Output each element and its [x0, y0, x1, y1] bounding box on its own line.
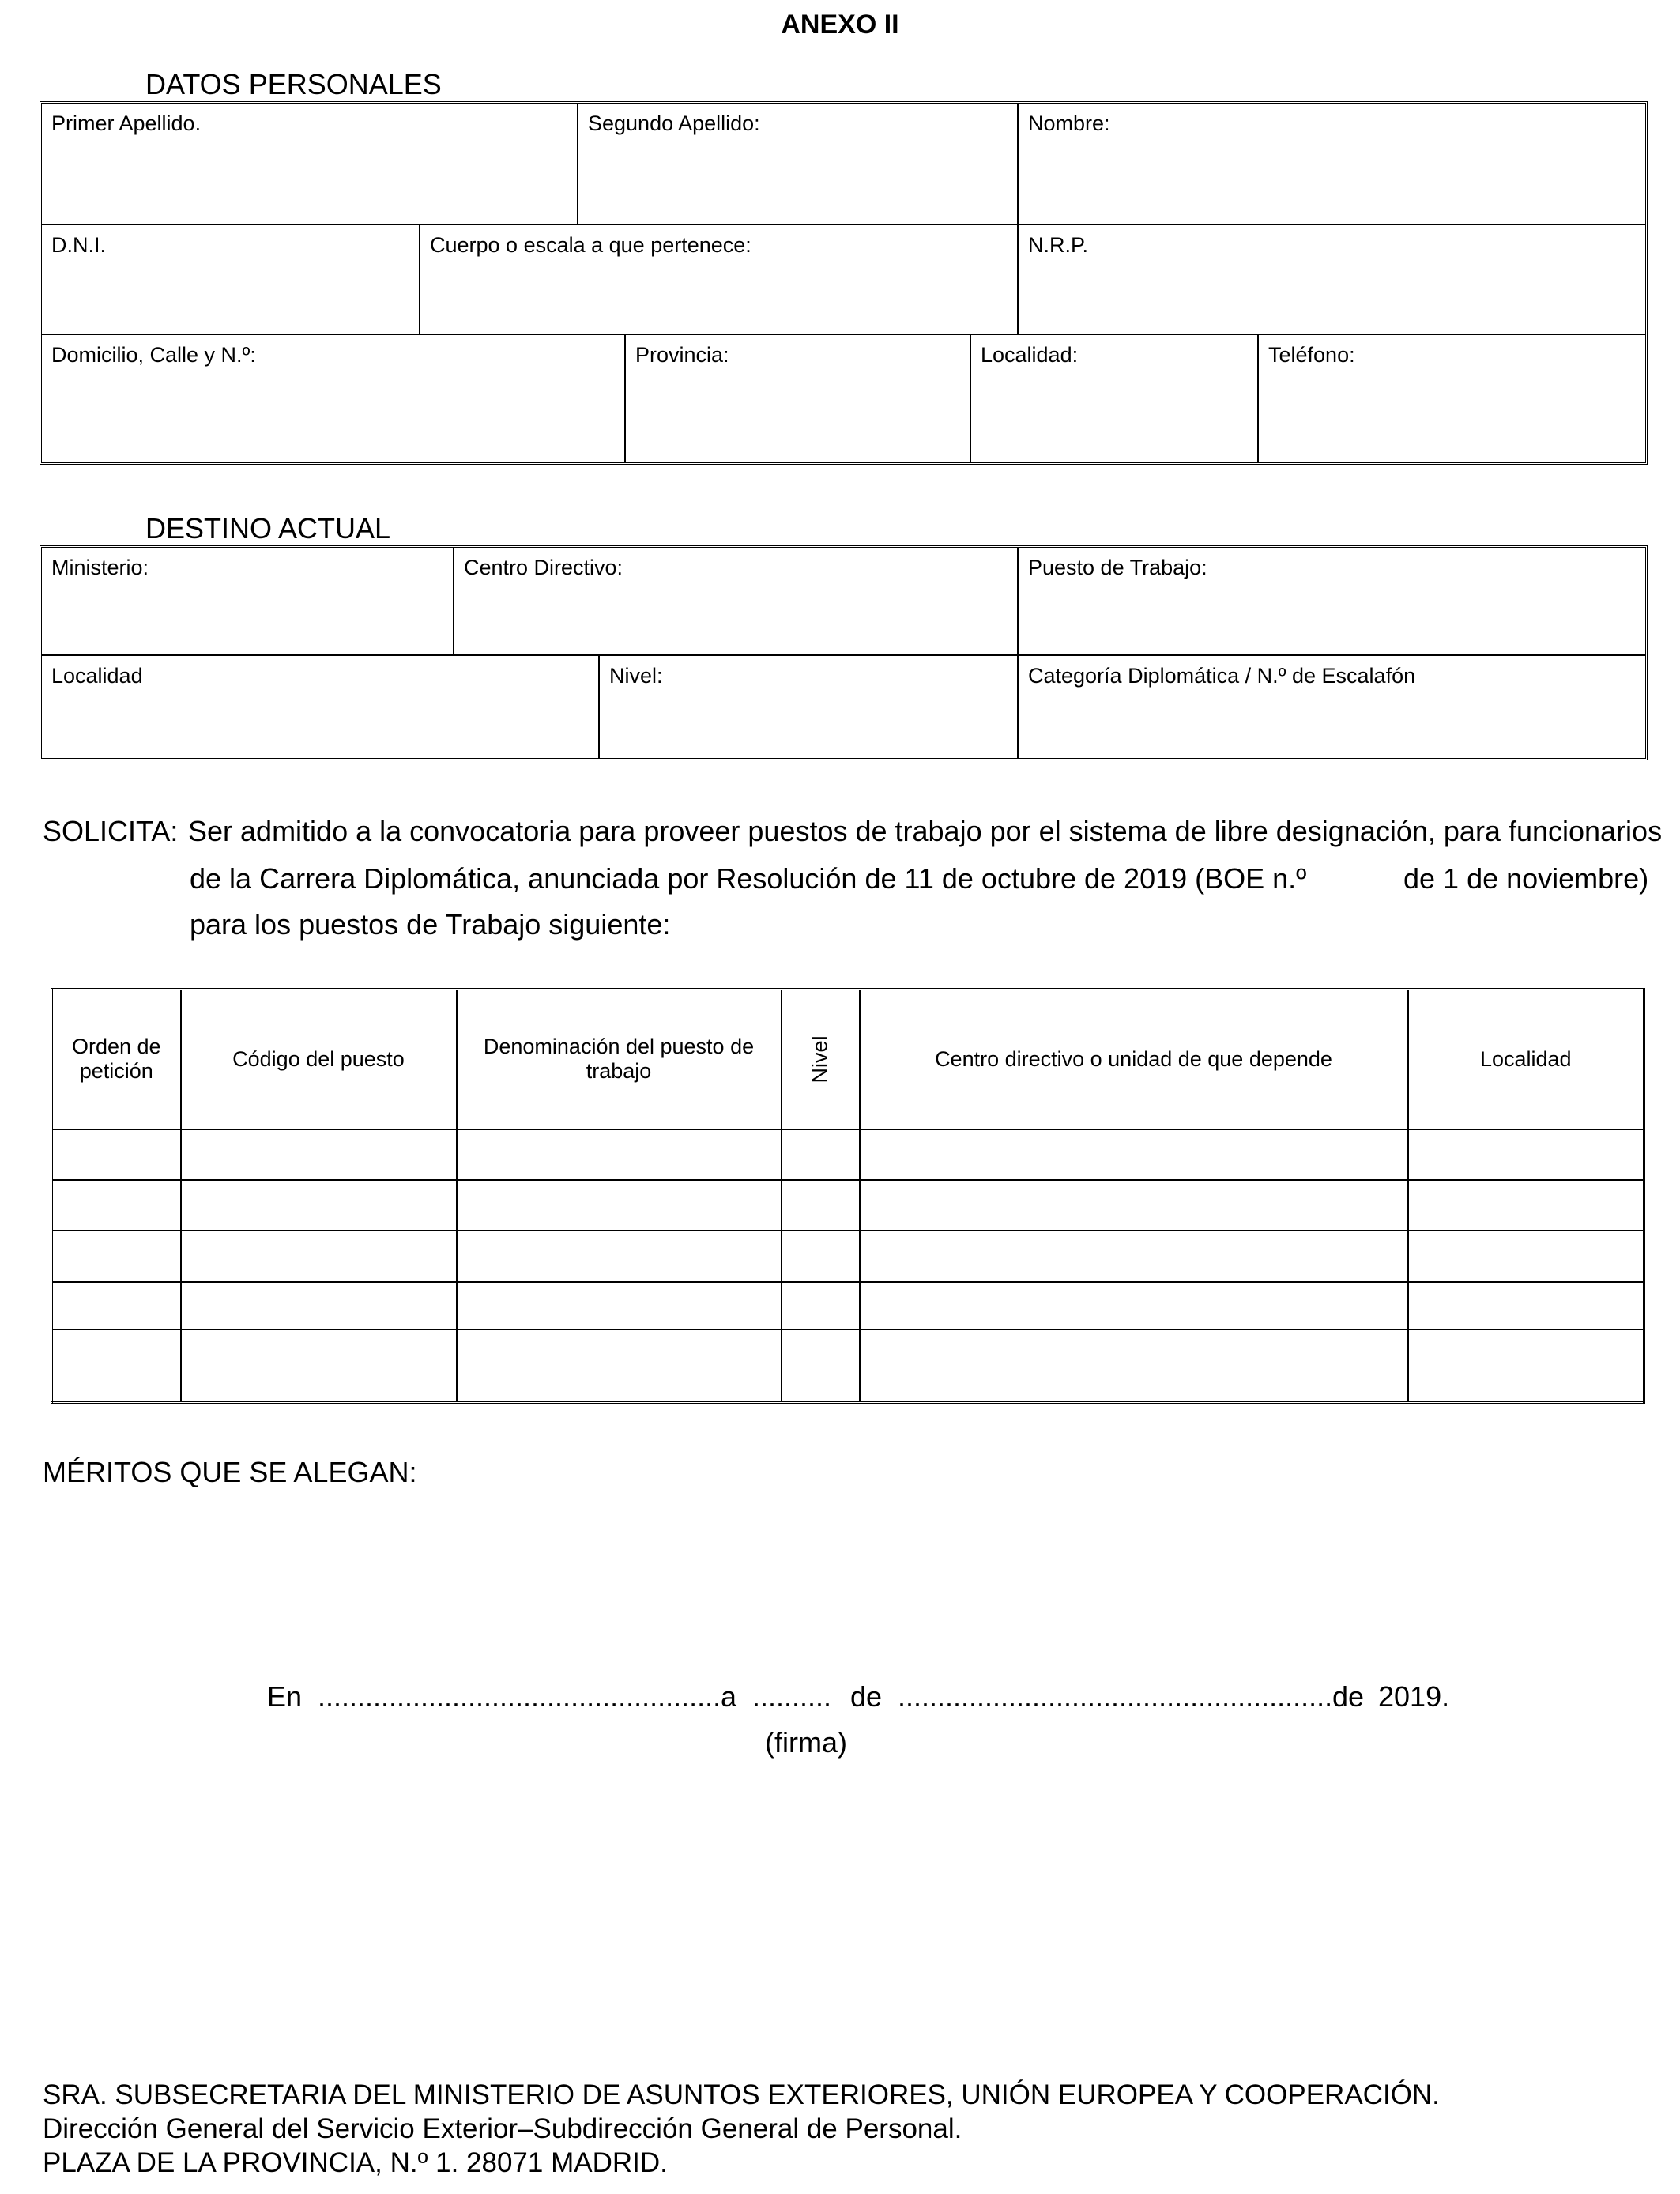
table-cell[interactable]: [860, 1329, 1408, 1403]
table-cell[interactable]: [860, 1231, 1408, 1281]
table-cell[interactable]: [52, 1282, 181, 1329]
field-nrp[interactable]: [1019, 225, 1645, 335]
signature-label: (firma): [765, 1726, 847, 1759]
table-cell[interactable]: [52, 1329, 181, 1403]
table-row: [52, 1180, 1644, 1231]
table-cell[interactable]: [1408, 1231, 1644, 1281]
field-label: Teléfono:: [1268, 343, 1355, 367]
current-post-heading: DESTINO ACTUAL: [145, 512, 391, 545]
table-cell[interactable]: [782, 1329, 860, 1403]
field-dni[interactable]: [42, 225, 420, 335]
sign-month-blank[interactable]: .......................................................: [898, 1680, 1333, 1713]
table-cell[interactable]: [1408, 1129, 1644, 1180]
table-cell[interactable]: [860, 1180, 1408, 1231]
field-label: Localidad: [51, 664, 143, 688]
table-cell[interactable]: [52, 1129, 181, 1180]
table-cell[interactable]: [181, 1180, 457, 1231]
sign-year: 2019.: [1378, 1680, 1450, 1713]
footer-address: PLAZA DE LA PROVINCIA, N.º 1. 28071 MADRID.: [43, 2147, 668, 2178]
table-cell[interactable]: [457, 1231, 782, 1281]
table-cell[interactable]: [860, 1282, 1408, 1329]
table-cell[interactable]: [457, 1180, 782, 1231]
field-label: Provincia:: [635, 343, 729, 367]
solicita-label: SOLICITA:: [43, 815, 179, 847]
col-header-codigo: Código del puesto: [181, 990, 457, 1129]
sign-de-2: de: [1332, 1680, 1365, 1713]
field-label: Localidad:: [981, 343, 1079, 367]
sign-en: En: [267, 1680, 303, 1713]
positions-table: [51, 988, 1645, 1404]
field-label: Segundo Apellido:: [588, 111, 760, 135]
field-centro-directivo[interactable]: [454, 548, 1019, 656]
field-cuerpo[interactable]: [420, 225, 1019, 335]
table-row: [52, 1231, 1644, 1281]
table-cell[interactable]: [52, 1231, 181, 1281]
table-cell[interactable]: [181, 1329, 457, 1403]
field-label: Puesto de Trabajo:: [1028, 556, 1207, 579]
field-categoria[interactable]: [1019, 656, 1645, 758]
table-cell[interactable]: [52, 1180, 181, 1231]
table-cell[interactable]: [1408, 1282, 1644, 1329]
field-nombre[interactable]: [1019, 104, 1645, 225]
col-header-nivel: Nivel: [782, 990, 860, 1129]
table-cell[interactable]: [457, 1282, 782, 1329]
col-header-denominacion: Denominación del puesto de trabajo: [457, 990, 782, 1129]
solicita-line-3: para los puestos de Trabajo siguiente:: [190, 908, 671, 941]
table-row: [52, 1129, 1644, 1180]
field-ministerio[interactable]: [42, 548, 454, 656]
table-header-row: [52, 990, 1644, 1129]
field-telefono[interactable]: [1259, 335, 1645, 462]
table-cell[interactable]: [181, 1129, 457, 1180]
field-label: Primer Apellido.: [51, 111, 202, 135]
table-cell[interactable]: [1408, 1180, 1644, 1231]
footer-recipient: SRA. SUBSECRETARIA DEL MINISTERIO DE ASUNTOS EXTERIORES, UNIÓN EUROPEA Y COOPERACIÓN.: [43, 2079, 1440, 2110]
field-localidad[interactable]: [971, 335, 1259, 462]
field-provincia[interactable]: [626, 335, 971, 462]
field-segundo-apellido[interactable]: [578, 104, 1019, 225]
solicita-line-2a: de la Carrera Diplomática, anunciada por Resolución de 11 de octubre de 2019 (BOE n.º: [190, 862, 1307, 895]
field-domicilio[interactable]: [42, 335, 626, 462]
field-label: Centro Directivo:: [464, 556, 623, 579]
table-cell[interactable]: [860, 1129, 1408, 1180]
table-row: [52, 1329, 1644, 1403]
footer-department: Dirección General del Servicio Exterior–Subdirección General de Personal.: [43, 2113, 962, 2144]
table-cell[interactable]: [457, 1129, 782, 1180]
solicita-line-1: Ser admitido a la convocatoria para proveer puestos de trabajo por el sistema de libre designación, para funcionarios: [188, 815, 1663, 847]
field-puesto-trabajo[interactable]: [1019, 548, 1645, 656]
sign-a: a: [721, 1680, 737, 1713]
field-label: Categoría Diplomática / N.º de Escalafón: [1028, 664, 1416, 688]
field-label: Ministerio:: [51, 556, 149, 579]
table-cell[interactable]: [181, 1231, 457, 1281]
table-cell[interactable]: [782, 1129, 860, 1180]
field-label: Domicilio, Calle y N.º:: [51, 343, 256, 367]
field-label: D.N.I.: [51, 233, 107, 257]
field-label: Cuerpo o escala a que pertenece:: [430, 233, 751, 257]
field-primer-apellido[interactable]: [42, 104, 578, 225]
current-post-form: [40, 545, 1648, 760]
table-cell[interactable]: [782, 1231, 860, 1281]
col-header-orden: Orden de petición: [52, 990, 181, 1129]
personal-data-heading: DATOS PERSONALES: [145, 68, 442, 100]
col-header-localidad: Localidad: [1408, 990, 1644, 1129]
field-label: N.R.P.: [1028, 233, 1089, 257]
personal-data-form: [40, 101, 1648, 465]
sign-place-blank[interactable]: ...................................................: [318, 1680, 721, 1713]
document-title: ANEXO II: [781, 9, 899, 40]
table-cell[interactable]: [457, 1329, 782, 1403]
table-row: [52, 1282, 1644, 1329]
solicita-line-2b: de 1 de noviembre): [1403, 862, 1649, 895]
sign-de-1: de: [850, 1680, 883, 1713]
field-label: Nivel:: [609, 664, 663, 688]
table-cell[interactable]: [782, 1180, 860, 1231]
field-nivel[interactable]: [600, 656, 1019, 758]
table-cell[interactable]: [181, 1282, 457, 1329]
merits-heading: MÉRITOS QUE SE ALEGAN:: [43, 1456, 417, 1488]
field-label: Nombre:: [1028, 111, 1110, 135]
table-cell[interactable]: [782, 1282, 860, 1329]
field-localidad-destino[interactable]: [42, 656, 600, 758]
table-cell[interactable]: [1408, 1329, 1644, 1403]
col-header-centro: Centro directivo o unidad de que depende: [860, 990, 1408, 1129]
sign-day-blank[interactable]: ..........: [752, 1680, 832, 1713]
